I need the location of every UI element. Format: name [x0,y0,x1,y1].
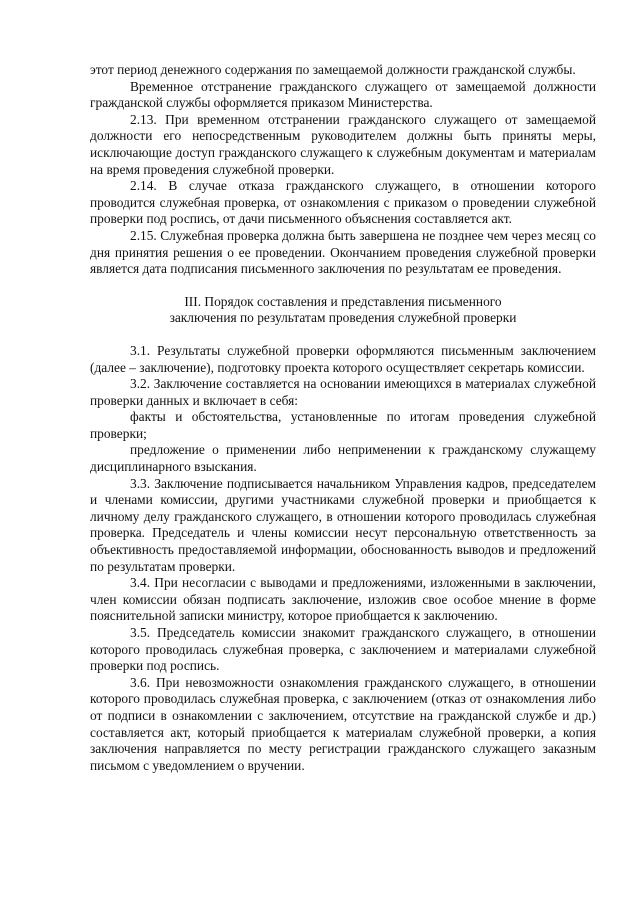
document-page [90,62,596,774]
paragraph-3-2-item-facts: факты и обстоятельства, установленные по итогам проведения служебной проверки; [90,409,596,441]
section-heading-line-2: заключения по результатам проведения служебной проверки [169,310,517,326]
paragraph-3-2: 3.2. Заключение составляется на основании имеющихся в материалах служебной проверки данных и включает в себя: [90,376,596,408]
paragraph-suspension-order: Временное отстранение гражданского служащего от замещаемой должности гражданской службы оформляется приказом Министерства. [90,78,596,111]
paragraph-2-15: 2.15. Служебная проверка должна быть завершена не позднее чем через месяц со дня принятия решения о ее проведении. Окончанием проведения служебной проверки является дата подписания письменного заключения по результатам ее проведения. [90,227,596,277]
paragraph-3-6: 3.6. При невозможности ознакомления гражданского служащего, в отношении которого проводилась служебная проверка, с заключением (отказ от ознакомления либо от подписи в ознакомлении с заключением, отсутствие на гражданской службе и др.) составляется акт, который приобщается к материалам служебной проверки, а копия заключения направляется по месту регистрации гражданского служащего заказным письмом с уведомлением о вручении. [90,674,596,773]
section-heading-line-1: III. Порядок составления и представления письменного [184,293,502,309]
paragraph-2-13: 2.13. При временном отстранении гражданского служащего от замещаемой должности его непосредственным руководителем должны быть приняты меры, исключающие доступ гражданского служащего к служебным документам и материалам на время проведения служебной проверки. [90,111,596,177]
paragraph-3-1: 3.1. Результаты служебной проверки оформляются письменным заключением (далее – заключение), подготовку проекта которого осуществляет секретарь комиссии. [90,342,596,375]
paragraph-3-4: 3.4. При несогласии с выводами и предложениями, изложенными в заключении, член комиссии обязан подписать заключение, изложив свое особое мнение в форме пояснительной записки министру, которое приобщается к заключению. [90,575,596,624]
paragraph-3-3: 3.3. Заключение подписывается начальником Управления кадров, председателем и членами комиссии, другими участниками служебной проверки и приобщается к личному делу гражданского служащего, в отношении которого проводилась служебная проверка. Председатель и члены комиссии несут персональную ответственность за объективность предоставляемой информации, обоснованность выводов и предложений по результатам проверки. [90,475,596,574]
section-heading [90,294,596,327]
paragraph-3-5: 3.5. Председатель комиссии знакомит гражданского служащего, в отношении которого проводилась служебная проверка, с заключением и материалами служебной проверки под роспись. [90,625,596,674]
paragraph-continuation: этот период денежного содержания по замещаемой должности гражданской службы. [90,62,576,77]
paragraph-3-2-item-proposal: предложение о применении либо неприменении к гражданскому служащему дисциплинарного взыскания. [90,442,596,475]
paragraph-2-14: 2.14. В случае отказа гражданского служащего, в отношении которого проводится служебная проверка, от ознакомления с приказом о проведении служебной проверки под роспись, от дачи письменного объяснения составляется акт. [90,178,596,227]
